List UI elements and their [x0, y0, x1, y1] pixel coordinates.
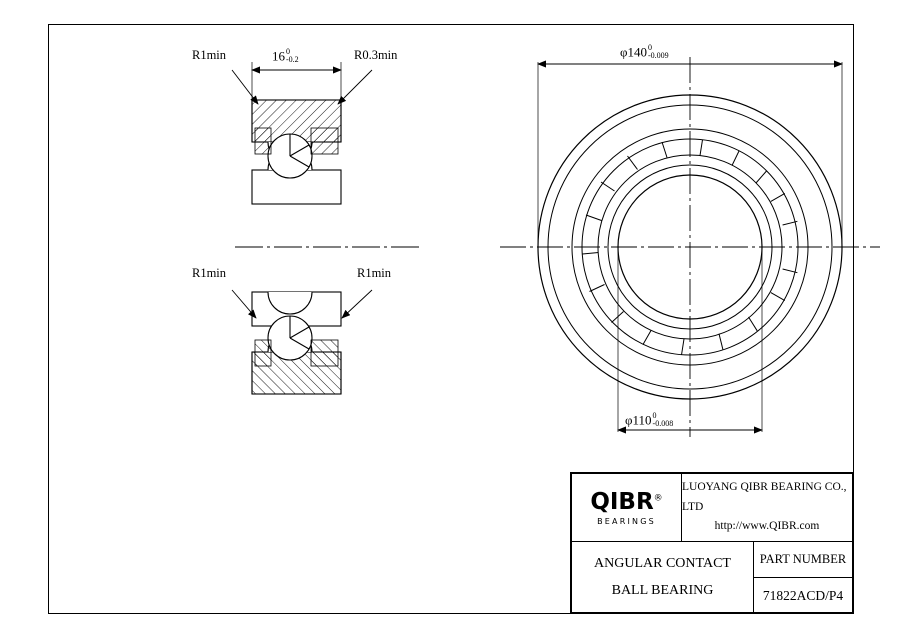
brand-logo	[572, 474, 682, 541]
product-type	[572, 542, 754, 614]
title-block	[570, 472, 854, 614]
label-r1min-top-left: R1min	[192, 48, 227, 62]
part-number-value: 71822ACD/P4	[762, 588, 844, 603]
logo-main-text: QIBR	[590, 489, 654, 515]
dimension-width-upper: 0	[286, 47, 290, 56]
inner-diameter-upper: 0	[652, 411, 657, 420]
label-r03min-top-right: R0.3min	[354, 48, 398, 62]
dimension-inner-diameter	[625, 412, 673, 429]
part-number-label: PART NUMBER	[754, 542, 852, 578]
logo-text	[590, 491, 662, 514]
registered-trademark-icon: ®	[653, 493, 663, 504]
title-block-bottom	[572, 542, 852, 614]
product-type-line1: ANGULAR CONTACT	[594, 556, 731, 572]
company-website[interactable]: http://www.QIBR.com	[714, 520, 820, 533]
part-number-block	[754, 542, 852, 614]
company-info	[682, 474, 852, 541]
product-type-line2: BALL BEARING	[611, 583, 714, 598]
outer-diameter-lower: -0.009	[648, 51, 669, 61]
inner-diameter-lower: -0.008	[652, 419, 674, 429]
inner-diameter-symbol: φ	[625, 412, 633, 428]
outer-diameter-upper: 0	[648, 43, 653, 52]
label-r1min-bottom-right: R1min	[357, 266, 392, 280]
dimension-outer-diameter	[620, 44, 669, 61]
dimension-width	[272, 48, 299, 65]
dimension-width-lower: -0.2	[286, 55, 299, 65]
inner-diameter-value: 110	[632, 412, 652, 428]
label-r1min-bottom-left: R1min	[192, 266, 227, 280]
title-block-top	[572, 474, 852, 542]
company-name: LUOYANG QIBR BEARING CO., LTD	[682, 481, 847, 513]
outer-diameter-symbol: φ	[620, 44, 628, 60]
dimension-width-value: 16	[272, 48, 285, 64]
outer-diameter-value: 140	[627, 44, 648, 60]
logo-subtext: BEARINGS	[597, 517, 656, 526]
